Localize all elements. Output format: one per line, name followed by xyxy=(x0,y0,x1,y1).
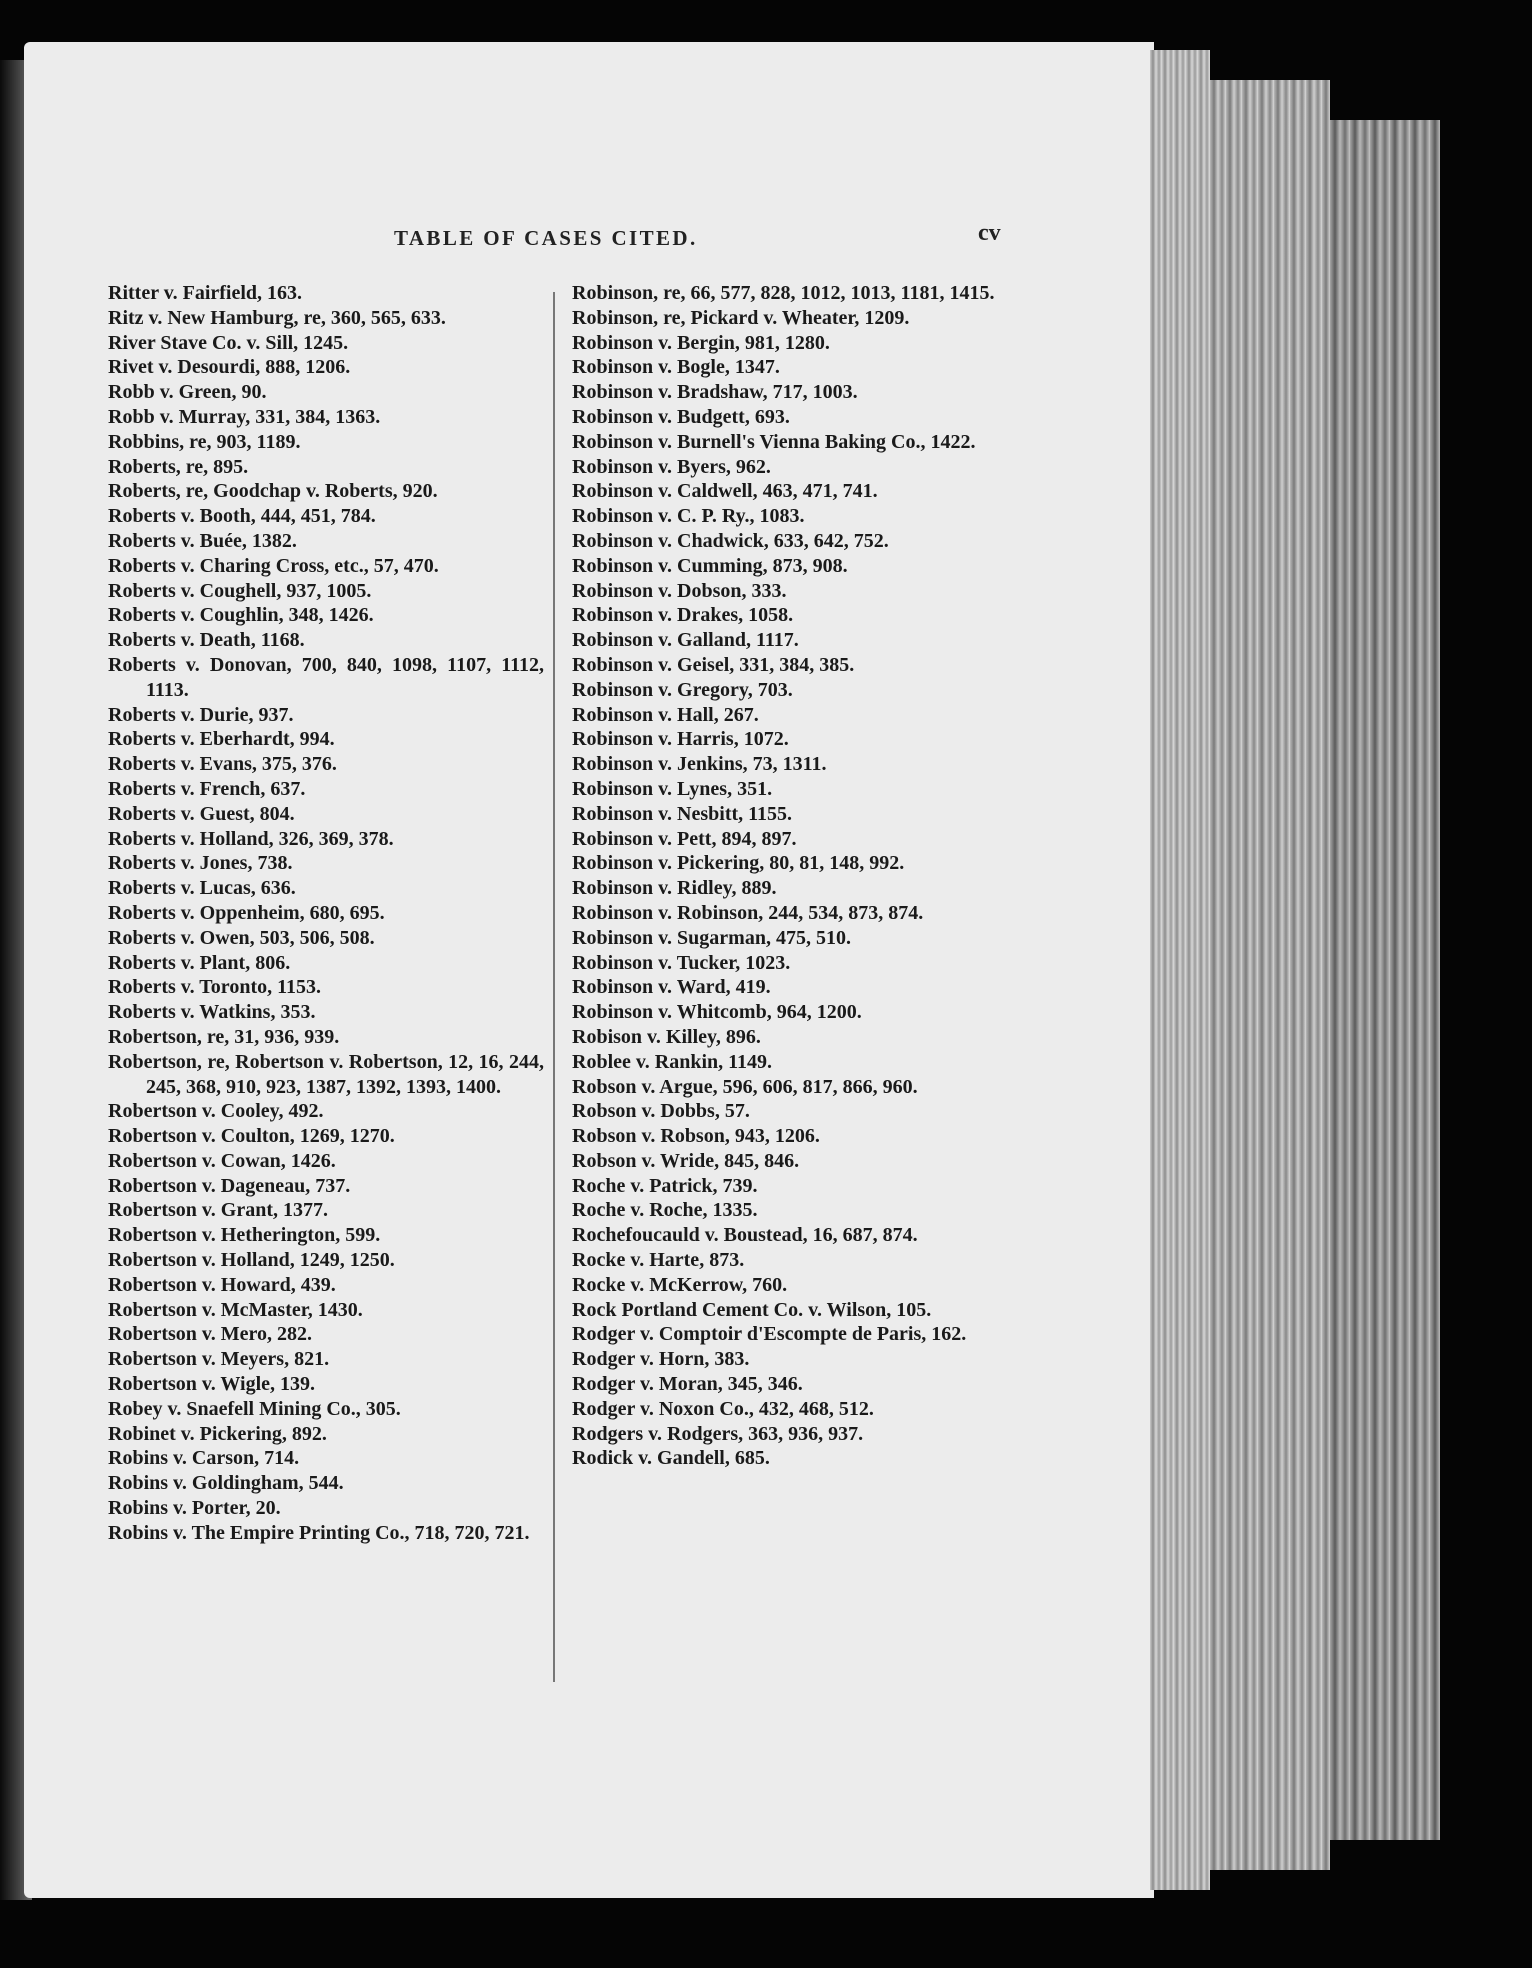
case-entry: Robertson v. Wigle, 139. xyxy=(108,1373,316,1396)
case-entry: Robinson v. Pickering, 80, 81, 148, 992. xyxy=(572,852,905,875)
page-edges xyxy=(1330,120,1440,1840)
case-entry: Robinson v. Nesbitt, 1155. xyxy=(572,802,793,825)
case-entry: Robson v. Wride, 845, 846. xyxy=(572,1149,800,1172)
case-entry: Robinson v. Geisel, 331, 384, 385. xyxy=(572,653,855,676)
case-entry: Robertson v. Coulton, 1269, 1270. xyxy=(108,1125,395,1148)
case-entry: Robinson v. Gregory, 703. xyxy=(572,678,793,701)
case-entry: Robinson v. Cumming, 873, 908. xyxy=(572,554,848,577)
case-entry: Rocke v. Harte, 873. xyxy=(572,1249,745,1272)
case-entry: Robinson, re, Pickard v. Wheater, 1209. xyxy=(572,306,910,329)
case-entry: Roberts v. Coughell, 937, 1005. xyxy=(108,579,372,602)
case-entry: Robinson v. Caldwell, 463, 471, 741. xyxy=(572,480,878,503)
case-entry: Robison v. Killey, 896. xyxy=(572,1025,761,1048)
case-entry: Rodick v. Gandell, 685. xyxy=(572,1447,770,1470)
case-entry: Roberts v. Holland, 326, 369, 378. xyxy=(108,827,394,850)
case-entry: Robertson v. Meyers, 821. xyxy=(108,1348,330,1371)
case-entry: Robertson v. Mero, 282. xyxy=(108,1323,313,1346)
case-entry: Robins v. Carson, 714. xyxy=(108,1447,300,1470)
case-entry: Rodgers v. Rodgers, 363, 936, 937. xyxy=(572,1422,864,1445)
left-column xyxy=(108,281,544,1546)
case-entry: Rock Portland Cement Co. v. Wilson, 105. xyxy=(572,1298,932,1321)
case-entry: Roberts v. Plant, 806. xyxy=(108,951,291,974)
case-entry: Robinson v. Chadwick, 633, 642, 752. xyxy=(572,529,889,552)
case-entry: Rodger v. Comptoir d'Escompte de Paris, 162. xyxy=(572,1323,967,1346)
case-entry: Roberts v. French, 637. xyxy=(108,777,306,800)
case-entry: Roberts v. Buée, 1382. xyxy=(108,529,297,552)
case-entry: Ritz v. New Hamburg, re, 360, 565, 633. xyxy=(108,306,446,329)
case-entry: Robertson v. Grant, 1377. xyxy=(108,1199,328,1222)
case-entry: Roberts v. Toronto, 1153. xyxy=(108,976,321,999)
case-entry: Robinson v. Pett, 894, 897. xyxy=(572,827,797,850)
case-entry: Roberts v. Coughlin, 348, 1426. xyxy=(108,604,374,627)
page-number: cv xyxy=(978,220,1001,246)
case-entry: Roblee v. Rankin, 1149. xyxy=(572,1050,773,1073)
case-entry: Roberts v. Oppenheim, 680, 695. xyxy=(108,901,385,924)
case-entry: Robinson v. Dobson, 333. xyxy=(572,579,787,602)
case-entry: Roche v. Patrick, 739. xyxy=(572,1174,758,1197)
case-entry: Robertson v. McMaster, 1430. xyxy=(108,1298,363,1321)
case-entry: Robbins, re, 903, 1189. xyxy=(108,430,301,453)
case-entry: Robson v. Dobbs, 57. xyxy=(572,1100,750,1123)
case-entry: Robinson v. Jenkins, 73, 1311. xyxy=(572,753,827,776)
page-edges xyxy=(1210,80,1330,1870)
case-entry: Roberts v. Booth, 444, 451, 784. xyxy=(108,505,376,528)
case-entry: Robertson v. Cooley, 492. xyxy=(108,1100,324,1123)
case-entry: Robertson v. Holland, 1249, 1250. xyxy=(108,1249,395,1272)
case-entry: Robertson v. Hetherington, 599. xyxy=(108,1224,381,1247)
case-entry: Robey v. Snaefell Mining Co., 305. xyxy=(108,1397,401,1420)
case-entry: Robinson v. Galland, 1117. xyxy=(572,629,799,652)
case-entry: Robinson v. Whitcomb, 964, 1200. xyxy=(572,1001,862,1024)
case-entry: Roberts v. Charing Cross, etc., 57, 470. xyxy=(108,554,439,577)
case-entry: Robson v. Robson, 943, 1206. xyxy=(572,1125,820,1148)
case-entry: Robb v. Green, 90. xyxy=(108,381,267,404)
case-entry: Robinson v. Drakes, 1058. xyxy=(572,604,794,627)
case-entry: Rodger v. Noxon Co., 432, 468, 512. xyxy=(572,1397,874,1420)
case-entry: Robinson, re, 66, 577, 828, 1012, 1013, 1181, 1415. xyxy=(572,282,995,304)
case-entry: Roberts v. Death, 1168. xyxy=(108,629,305,652)
case-entry: Robertson, re, 31, 936, 939. xyxy=(108,1025,340,1048)
case-entry: Robinson v. C. P. Ry., 1083. xyxy=(572,505,805,528)
case-entry: River Stave Co. v. Sill, 1245. xyxy=(108,331,349,354)
case-entry: Rocke v. McKerrow, 760. xyxy=(572,1273,788,1296)
right-column xyxy=(572,281,1018,1471)
case-entry: Rodger v. Moran, 345, 346. xyxy=(572,1373,803,1396)
case-entry: Robinson v. Hall, 267. xyxy=(572,703,759,726)
case-entry: Robinson v. Ridley, 889. xyxy=(572,877,777,900)
case-entry: Rochefoucauld v. Boustead, 16, 687, 874. xyxy=(572,1224,918,1247)
case-entry: Robinson v. Budgett, 693. xyxy=(572,405,790,428)
case-entry: Robinson v. Sugarman, 475, 510. xyxy=(572,926,851,949)
case-entry: Robinson v. Harris, 1072. xyxy=(572,728,789,751)
case-entry: Robertson v. Dageneau, 737. xyxy=(108,1174,351,1197)
case-entry: Roche v. Roche, 1335. xyxy=(572,1199,758,1222)
page-title: TABLE OF CASES CITED. xyxy=(394,226,698,250)
case-entry: Robinson v. Lynes, 351. xyxy=(572,777,773,800)
case-entry: Robinson v. Burnell's Vienna Baking Co., 1422. xyxy=(572,430,976,453)
case-entry: Robinson v. Bradshaw, 717, 1003. xyxy=(572,381,858,404)
case-entry: Robson v. Argue, 596, 606, 817, 866, 960. xyxy=(572,1075,918,1098)
case-entry: Robins v. The Empire Printing Co., 718, 720, 721. xyxy=(108,1521,530,1544)
case-entry: Robinson v. Bergin, 981, 1280. xyxy=(572,331,830,354)
case-entry: Ritter v. Fairfield, 163. xyxy=(108,282,303,304)
case-entry: Roberts, re, 895. xyxy=(108,455,249,478)
case-entry: Roberts v. Lucas, 636. xyxy=(108,877,296,900)
case-entry: Roberts v. Owen, 503, 506, 508. xyxy=(108,926,375,949)
case-entry: Robertson v. Howard, 439. xyxy=(108,1273,336,1296)
case-entry: Robb v. Murray, 331, 384, 1363. xyxy=(108,405,381,428)
case-entry: Robinson v. Robinson, 244, 534, 873, 874. xyxy=(572,901,924,924)
case-entry: Rivet v. Desourdi, 888, 1206. xyxy=(108,356,351,379)
case-entry: Roberts v. Eberhardt, 994. xyxy=(108,728,335,751)
case-entry: Roberts v. Durie, 937. xyxy=(108,703,294,726)
case-entry: Robinson v. Bogle, 1347. xyxy=(572,356,780,379)
case-entry: Roberts v. Donovan, 700, 840, 1098, 1107, 1112, 1113. xyxy=(108,653,544,701)
case-entry: Roberts v. Jones, 738. xyxy=(108,852,293,875)
case-entry: Robertson v. Cowan, 1426. xyxy=(108,1149,336,1172)
case-entry: Robins v. Porter, 20. xyxy=(108,1497,281,1520)
case-entry: Robinson v. Ward, 419. xyxy=(572,976,771,999)
case-entry: Robertson, re, Robertson v. Robertson, 12, 16, 244, 245, 368, 910, 923, 1387, 1392, 1393, 1400. xyxy=(108,1050,544,1098)
case-entry: Robinson v. Byers, 962. xyxy=(572,455,771,478)
case-entry: Roberts v. Watkins, 353. xyxy=(108,1001,316,1024)
case-entry: Roberts v. Evans, 375, 376. xyxy=(108,753,337,776)
column-divider xyxy=(553,292,555,1682)
page-edges xyxy=(1150,50,1210,1890)
case-entry: Robinson v. Tucker, 1023. xyxy=(572,951,791,974)
case-entry: Roberts v. Guest, 804. xyxy=(108,802,295,825)
case-entry: Robinet v. Pickering, 892. xyxy=(108,1422,327,1445)
case-entry: Rodger v. Horn, 383. xyxy=(572,1348,750,1371)
case-entry: Roberts, re, Goodchap v. Roberts, 920. xyxy=(108,480,438,503)
case-entry: Robins v. Goldingham, 544. xyxy=(108,1472,344,1495)
